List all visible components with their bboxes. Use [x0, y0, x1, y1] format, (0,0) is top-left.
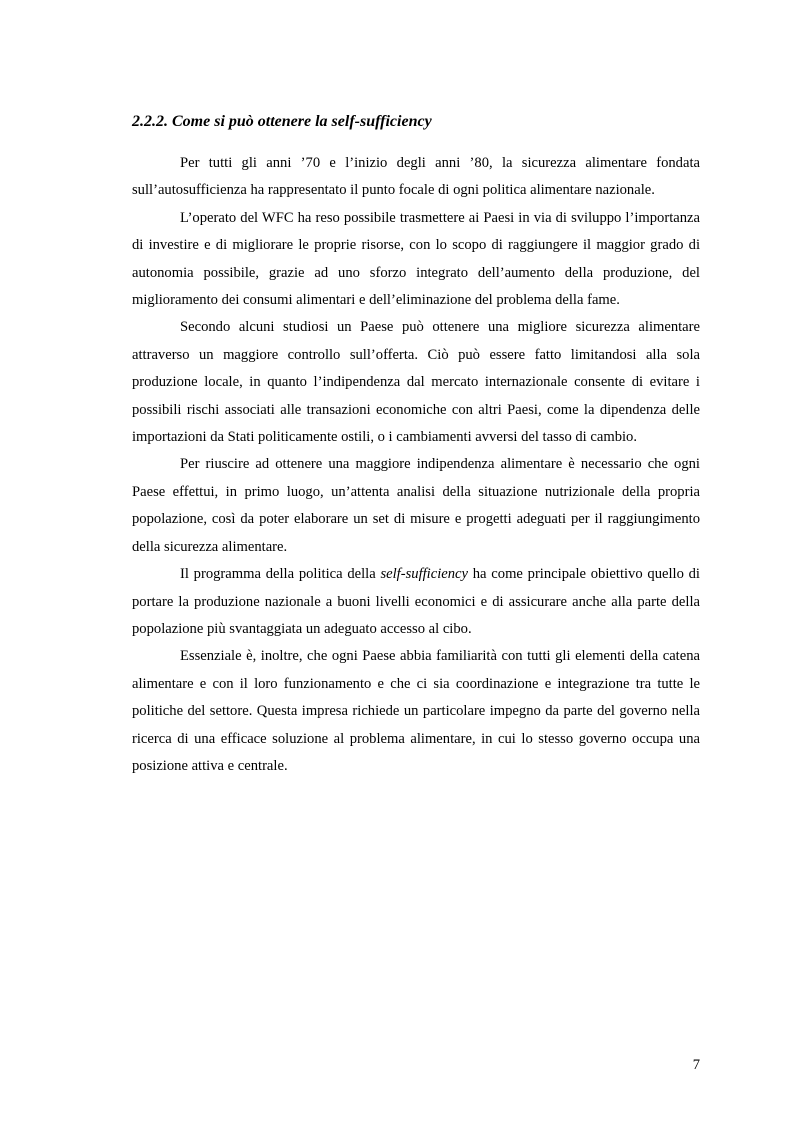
paragraph-1: Per tutti gli anni ’70 e l’inizio degli anni ’80, la sicurezza alimentare fondata sull’autosufficienza ha rappresentato il punto focale di ogni politica alimentare nazionale.: [132, 155, 700, 199]
emphasis-self-sufficiency: self-sufficiency: [380, 566, 468, 583]
section-heading: 2.2.2. Come si può ottenere la self-sufficiency: [132, 113, 432, 130]
paragraph-5-end: ha come principale obiettivo quello di portare la produzione nazionale a buoni livelli economici e di assicurare anche alla parte della popolazione più svantaggiata un adeguato accesso al cibo.: [132, 566, 700, 637]
body-text: [132, 150, 700, 780]
paragraph-3: Secondo alcuni studiosi un Paese può ottenere una migliore sicurezza alimentare attraverso un maggiore controllo sull’offerta. Ciò può essere fatto limitandosi alla sola produzione locale, in quanto l’indipendenza dal mercato internazionale consente di evitare i possibili rischi associati alle transazioni economiche con altri Paesi, come la dipendenza delle importazioni da Stati politicamente ostili, o i cambiamenti avversi del tasso di cambio.: [132, 319, 700, 446]
paragraph-4: Per riuscire ad ottenere una maggiore indipendenza alimentare è necessario che ogni Paese effettui, in primo luogo, un’attenta analisi della situazione nutrizionale della propria popolazione, così da poter elaborare un set di misure e progetti adeguati per il raggiungimento della sicurezza alimentare.: [132, 456, 700, 555]
page-number: 7: [692, 1057, 700, 1073]
paragraph-2: L’operato del WFC ha reso possibile trasmettere ai Paesi in via di sviluppo l’importanza di investire e di migliorare le proprie risorse, con lo scopo di raggiungere il maggior grado di autonomia possibile, grazie ad uno sforzo integrato dell’aumento della produzione, del miglioramento dei consumi alimentari e dell’eliminazione del problema della fame.: [132, 209, 700, 309]
paragraph-5: [132, 561, 700, 643]
paragraph-6: Essenziale è, inoltre, che ogni Paese abbia familiarità con tutti gli elementi della catena alimentare e con il loro funzionamento e che ci sia coordinazione e integrazione tra tutte le politiche del settore. Questa impresa richiede un particolare impegno da parte del governo nella ricerca di una efficace soluzione al problema alimentare, in cui lo stesso governo occupa una posizione attiva e centrale.: [132, 648, 700, 774]
paragraph-5-start: Il programma della politica della: [180, 566, 381, 583]
